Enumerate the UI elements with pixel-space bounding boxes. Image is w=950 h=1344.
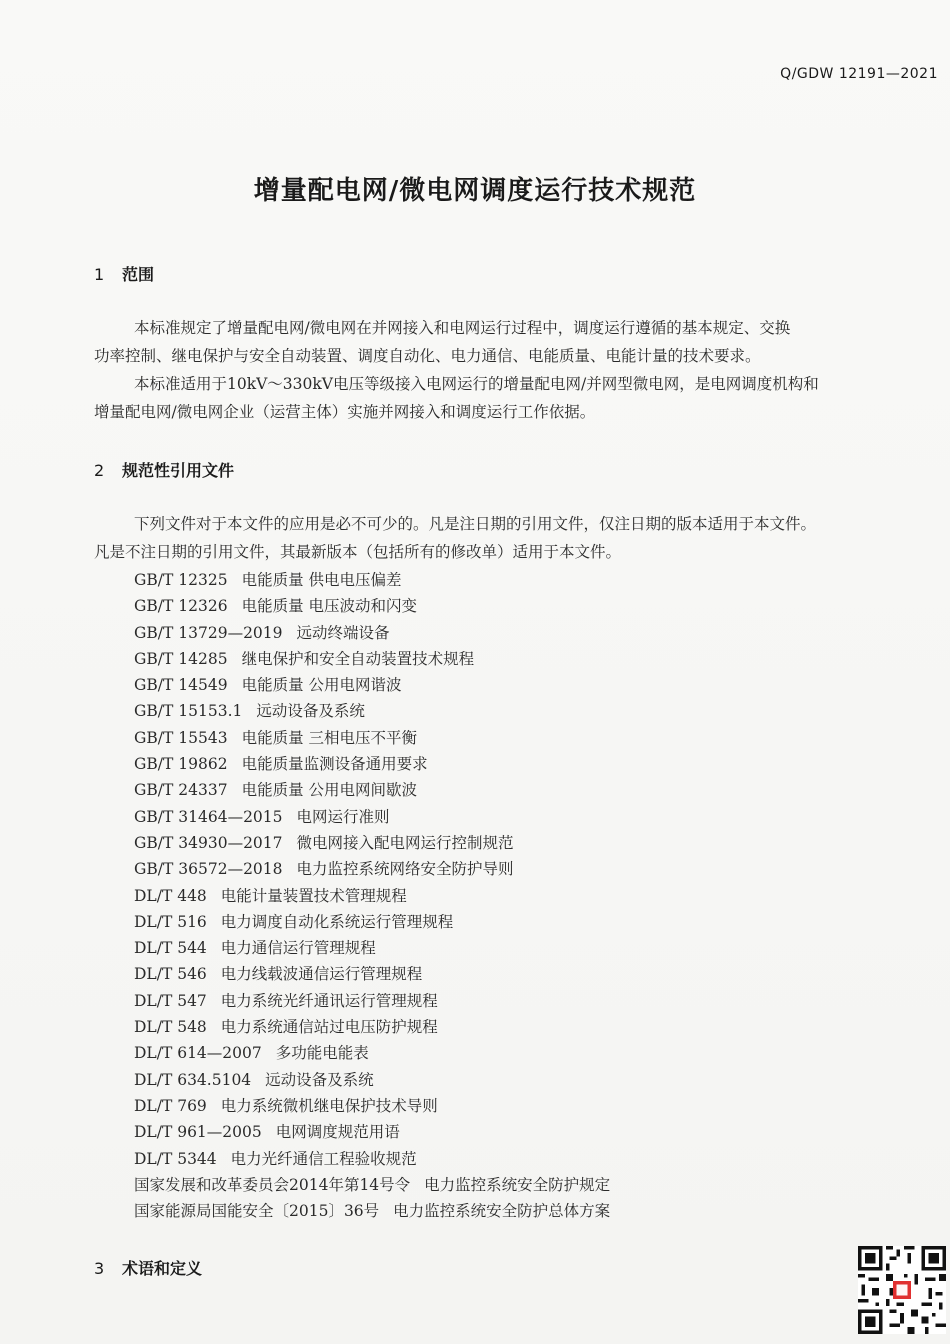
- reference-code: DL/T 516: [134, 912, 207, 931]
- reference-item: [134, 751, 894, 777]
- reference-code: 国家发展和改革委员会2014年第14号令: [134, 1175, 411, 1194]
- reference-item: [134, 804, 894, 830]
- section-number: 1: [94, 265, 105, 284]
- reference-code: GB/T 36572—2018: [134, 860, 283, 879]
- reference-title: 电能质量 供电电压偏差: [241, 571, 402, 589]
- section-heading-terms: [94, 1256, 202, 1279]
- reference-code: GB/T 13729—2019: [134, 623, 283, 642]
- section-number: 3: [94, 1259, 105, 1278]
- reference-title: 电力系统微机继电保护技术导则: [220, 1096, 438, 1115]
- reference-title: 电力监控系统网络安全防护导则: [296, 860, 514, 879]
- reference-title: 电能质量 公用电网谐波: [241, 676, 402, 695]
- reference-title: 电力监控系统安全防护规定: [424, 1175, 611, 1194]
- reference-item: [134, 1146, 894, 1172]
- reference-item: [134, 1014, 894, 1040]
- paragraph-line: 本标准适用于10kV～330kV电压等级接入电网运行的增量配电网/并网型微电网，是电网调度机构和: [134, 375, 819, 393]
- reference-title: 微电网接入配电网运行控制规范: [296, 833, 514, 852]
- reference-item: [134, 777, 894, 803]
- reference-code: DL/T 961—2005: [134, 1123, 262, 1142]
- reference-title: 电能质量监测设备通用要求: [241, 755, 428, 774]
- reference-item: [134, 567, 894, 593]
- references-intro-paragraph: [94, 510, 944, 566]
- reference-item: [134, 1119, 894, 1145]
- reference-code: DL/T 546: [134, 965, 207, 984]
- paragraph-line: 增量配电网/微电网企业（运营主体）实施并网接入和调度运行工作依据。: [94, 403, 596, 421]
- reference-code: GB/T 14285: [134, 649, 228, 668]
- section-number: 2: [94, 461, 105, 480]
- reference-code: DL/T 5344: [134, 1149, 217, 1168]
- reference-code: GB/T 19862: [134, 755, 228, 774]
- reference-code: GB/T 12325: [134, 571, 228, 589]
- paragraph-line: 下列文件对于本文件的应用是必不可少的。凡是注日期的引用文件，仅注日期的版本适用于本文件。: [134, 515, 817, 533]
- reference-title: 电能质量 公用电网间歇波: [241, 781, 418, 800]
- reference-title: 远动设备及系统: [256, 702, 365, 721]
- reference-code: GB/T 12326: [134, 597, 228, 616]
- document-title: 增量配电网/微电网调度运行技术规范: [253, 176, 697, 206]
- reference-item: [134, 620, 894, 646]
- reference-item: [134, 883, 894, 909]
- reference-code: DL/T 547: [134, 991, 207, 1010]
- reference-list: [134, 567, 894, 1224]
- paragraph-line: 功率控制、继电保护与安全自动装置、调度自动化、电力通信、电能质量、电能计量的技术要求。: [94, 347, 761, 365]
- reference-item: [134, 1067, 894, 1093]
- reference-title: 电力系统通信站过电压防护规程: [220, 1018, 438, 1037]
- reference-title: 继电保护和安全自动装置技术规程: [241, 649, 475, 668]
- reference-item: [134, 909, 894, 935]
- reference-item: [134, 988, 894, 1014]
- scope-paragraph-2: [94, 370, 944, 426]
- reference-title: 电力通信运行管理规程: [220, 939, 376, 958]
- section-title: 范围: [122, 265, 155, 284]
- paragraph-line: 本标准规定了增量配电网/微电网在并网接入和电网运行过程中，调度运行遵循的基本规定、交换: [134, 319, 791, 337]
- reference-item: [134, 725, 894, 751]
- section-title: 规范性引用文件: [122, 461, 235, 480]
- reference-code: GB/T 15153.1: [134, 702, 243, 721]
- reference-code: GB/T 24337: [134, 781, 228, 800]
- reference-item: [134, 593, 894, 619]
- reference-title: 电网运行准则: [296, 807, 390, 826]
- reference-item: [134, 856, 894, 882]
- reference-item: [134, 935, 894, 961]
- reference-title: 电力调度自动化系统运行管理规程: [220, 912, 454, 931]
- reference-title: 电力系统光纤通讯运行管理规程: [220, 991, 438, 1010]
- reference-item: [134, 1172, 894, 1198]
- paragraph-line: 凡是不注日期的引用文件，其最新版本（包括所有的修改单）适用于本文件。: [94, 543, 622, 561]
- reference-item: [134, 672, 894, 698]
- reference-item: [134, 961, 894, 987]
- reference-code: GB/T 14549: [134, 676, 228, 695]
- reference-title: 电力光纤通信工程验收规范: [230, 1149, 417, 1168]
- reference-title: 电网调度规范用语: [275, 1123, 400, 1142]
- reference-item: [134, 1198, 894, 1224]
- reference-title: 电力监控系统安全防护总体方案: [393, 1202, 611, 1221]
- reference-title: 电能计量装置技术管理规程: [220, 886, 407, 905]
- reference-code: DL/T 614—2007: [134, 1044, 262, 1063]
- section-heading-normative-references: [94, 458, 234, 481]
- reference-title: 电力线载波通信运行管理规程: [220, 965, 423, 984]
- qr-code: [858, 1246, 946, 1334]
- reference-title: 多功能电能表: [275, 1044, 369, 1063]
- standard-code: Q/GDW 12191—2021: [780, 66, 938, 82]
- reference-title: 电能质量 电压波动和闪变: [241, 597, 418, 616]
- section-heading-scope: [94, 262, 154, 285]
- reference-code: DL/T 548: [134, 1018, 207, 1037]
- reference-item: [134, 1040, 894, 1066]
- reference-code: GB/T 31464—2015: [134, 807, 283, 826]
- scope-paragraph-1: [94, 314, 944, 370]
- reference-item: [134, 830, 894, 856]
- reference-title: 远动终端设备: [296, 623, 390, 642]
- reference-code: 国家能源局国能安全〔2015〕36号: [134, 1202, 380, 1221]
- reference-code: GB/T 15543: [134, 728, 228, 747]
- reference-item: [134, 646, 894, 672]
- reference-code: DL/T 448: [134, 886, 207, 905]
- reference-item: [134, 1093, 894, 1119]
- reference-code: DL/T 634.5104: [134, 1070, 252, 1089]
- section-title: 术语和定义: [122, 1259, 203, 1278]
- reference-title: 远动设备及系统: [265, 1070, 374, 1089]
- reference-code: DL/T 544: [134, 939, 207, 958]
- reference-code: GB/T 34930—2017: [134, 833, 283, 852]
- reference-code: DL/T 769: [134, 1096, 207, 1115]
- reference-item: [134, 698, 894, 724]
- reference-title: 电能质量 三相电压不平衡: [241, 728, 418, 747]
